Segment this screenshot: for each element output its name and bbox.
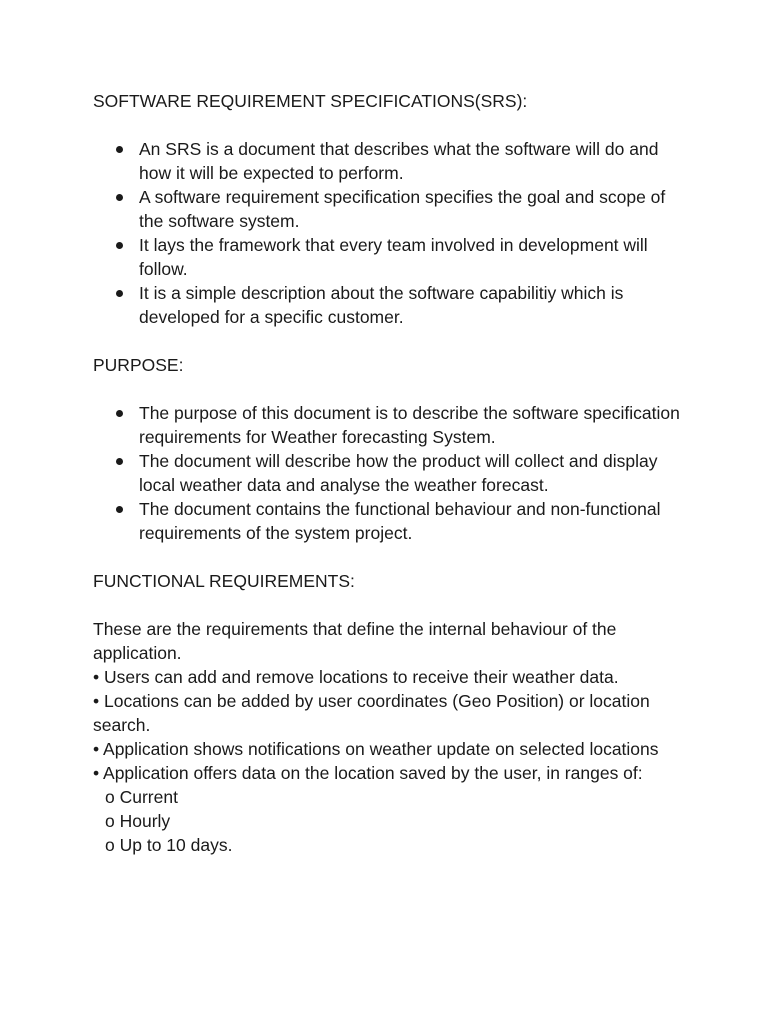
purpose-bullet-item bbox=[93, 401, 693, 449]
functional-item: • Users can add and remove locations to receive their weather data. bbox=[93, 667, 619, 687]
functional-item: • Application offers data on the location saved by the user, in ranges of: bbox=[93, 763, 643, 783]
spacer bbox=[93, 113, 693, 137]
srs-bullet-text: It is a simple description about the software capabilitiy which is developed for a specific customer. bbox=[139, 283, 624, 327]
functional-heading: FUNCTIONAL REQUIREMENTS: bbox=[93, 571, 355, 591]
bullet-icon bbox=[116, 194, 123, 201]
bullet-icon bbox=[116, 410, 123, 417]
purpose-heading: PURPOSE: bbox=[93, 355, 184, 375]
spacer bbox=[93, 545, 693, 569]
purpose-bullet-text: The purpose of this document is to describe the software specification requirements for Weather forecasting System. bbox=[139, 403, 680, 447]
srs-bullet-list bbox=[93, 137, 693, 329]
purpose-bullet-item bbox=[93, 497, 693, 545]
purpose-bullet-list bbox=[93, 401, 693, 545]
functional-item: • Locations can be added by user coordinates (Geo Position) or location search. bbox=[93, 691, 650, 735]
range-subitem-ten-days: o Up to 10 days. bbox=[105, 835, 233, 855]
bullet-icon bbox=[116, 242, 123, 249]
srs-bullet-item bbox=[93, 185, 693, 233]
srs-bullet-item bbox=[93, 137, 693, 185]
document-page bbox=[93, 89, 693, 857]
bullet-icon bbox=[116, 458, 123, 465]
srs-bullet-text: A software requirement specification specifies the goal and scope of the software system. bbox=[139, 187, 666, 231]
srs-heading: SOFTWARE REQUIREMENT SPECIFICATIONS(SRS): bbox=[93, 91, 528, 111]
purpose-bullet-text: The document contains the functional behaviour and non-functional requirements of the system project. bbox=[139, 499, 661, 543]
spacer bbox=[93, 593, 693, 617]
purpose-bullet-item bbox=[93, 449, 693, 497]
srs-bullet-text: It lays the framework that every team involved in development will follow. bbox=[139, 235, 648, 279]
bullet-icon bbox=[116, 146, 123, 153]
srs-bullet-text: An SRS is a document that describes what the software will do and how it will be expected to perform. bbox=[139, 139, 659, 183]
bullet-icon bbox=[116, 290, 123, 297]
spacer bbox=[93, 329, 693, 353]
purpose-bullet-text: The document will describe how the product will collect and display local weather data and analyse the weather forecast. bbox=[139, 451, 658, 495]
range-subitem-hourly: o Hourly bbox=[105, 811, 171, 831]
srs-bullet-item bbox=[93, 281, 693, 329]
functional-item: • Application shows notifications on weather update on selected locations bbox=[93, 739, 659, 759]
functional-intro: These are the requirements that define the internal behaviour of the application. bbox=[93, 619, 617, 663]
range-subitem-current: o Current bbox=[105, 787, 178, 807]
bullet-icon bbox=[116, 506, 123, 513]
srs-bullet-item bbox=[93, 233, 693, 281]
spacer bbox=[93, 377, 693, 401]
